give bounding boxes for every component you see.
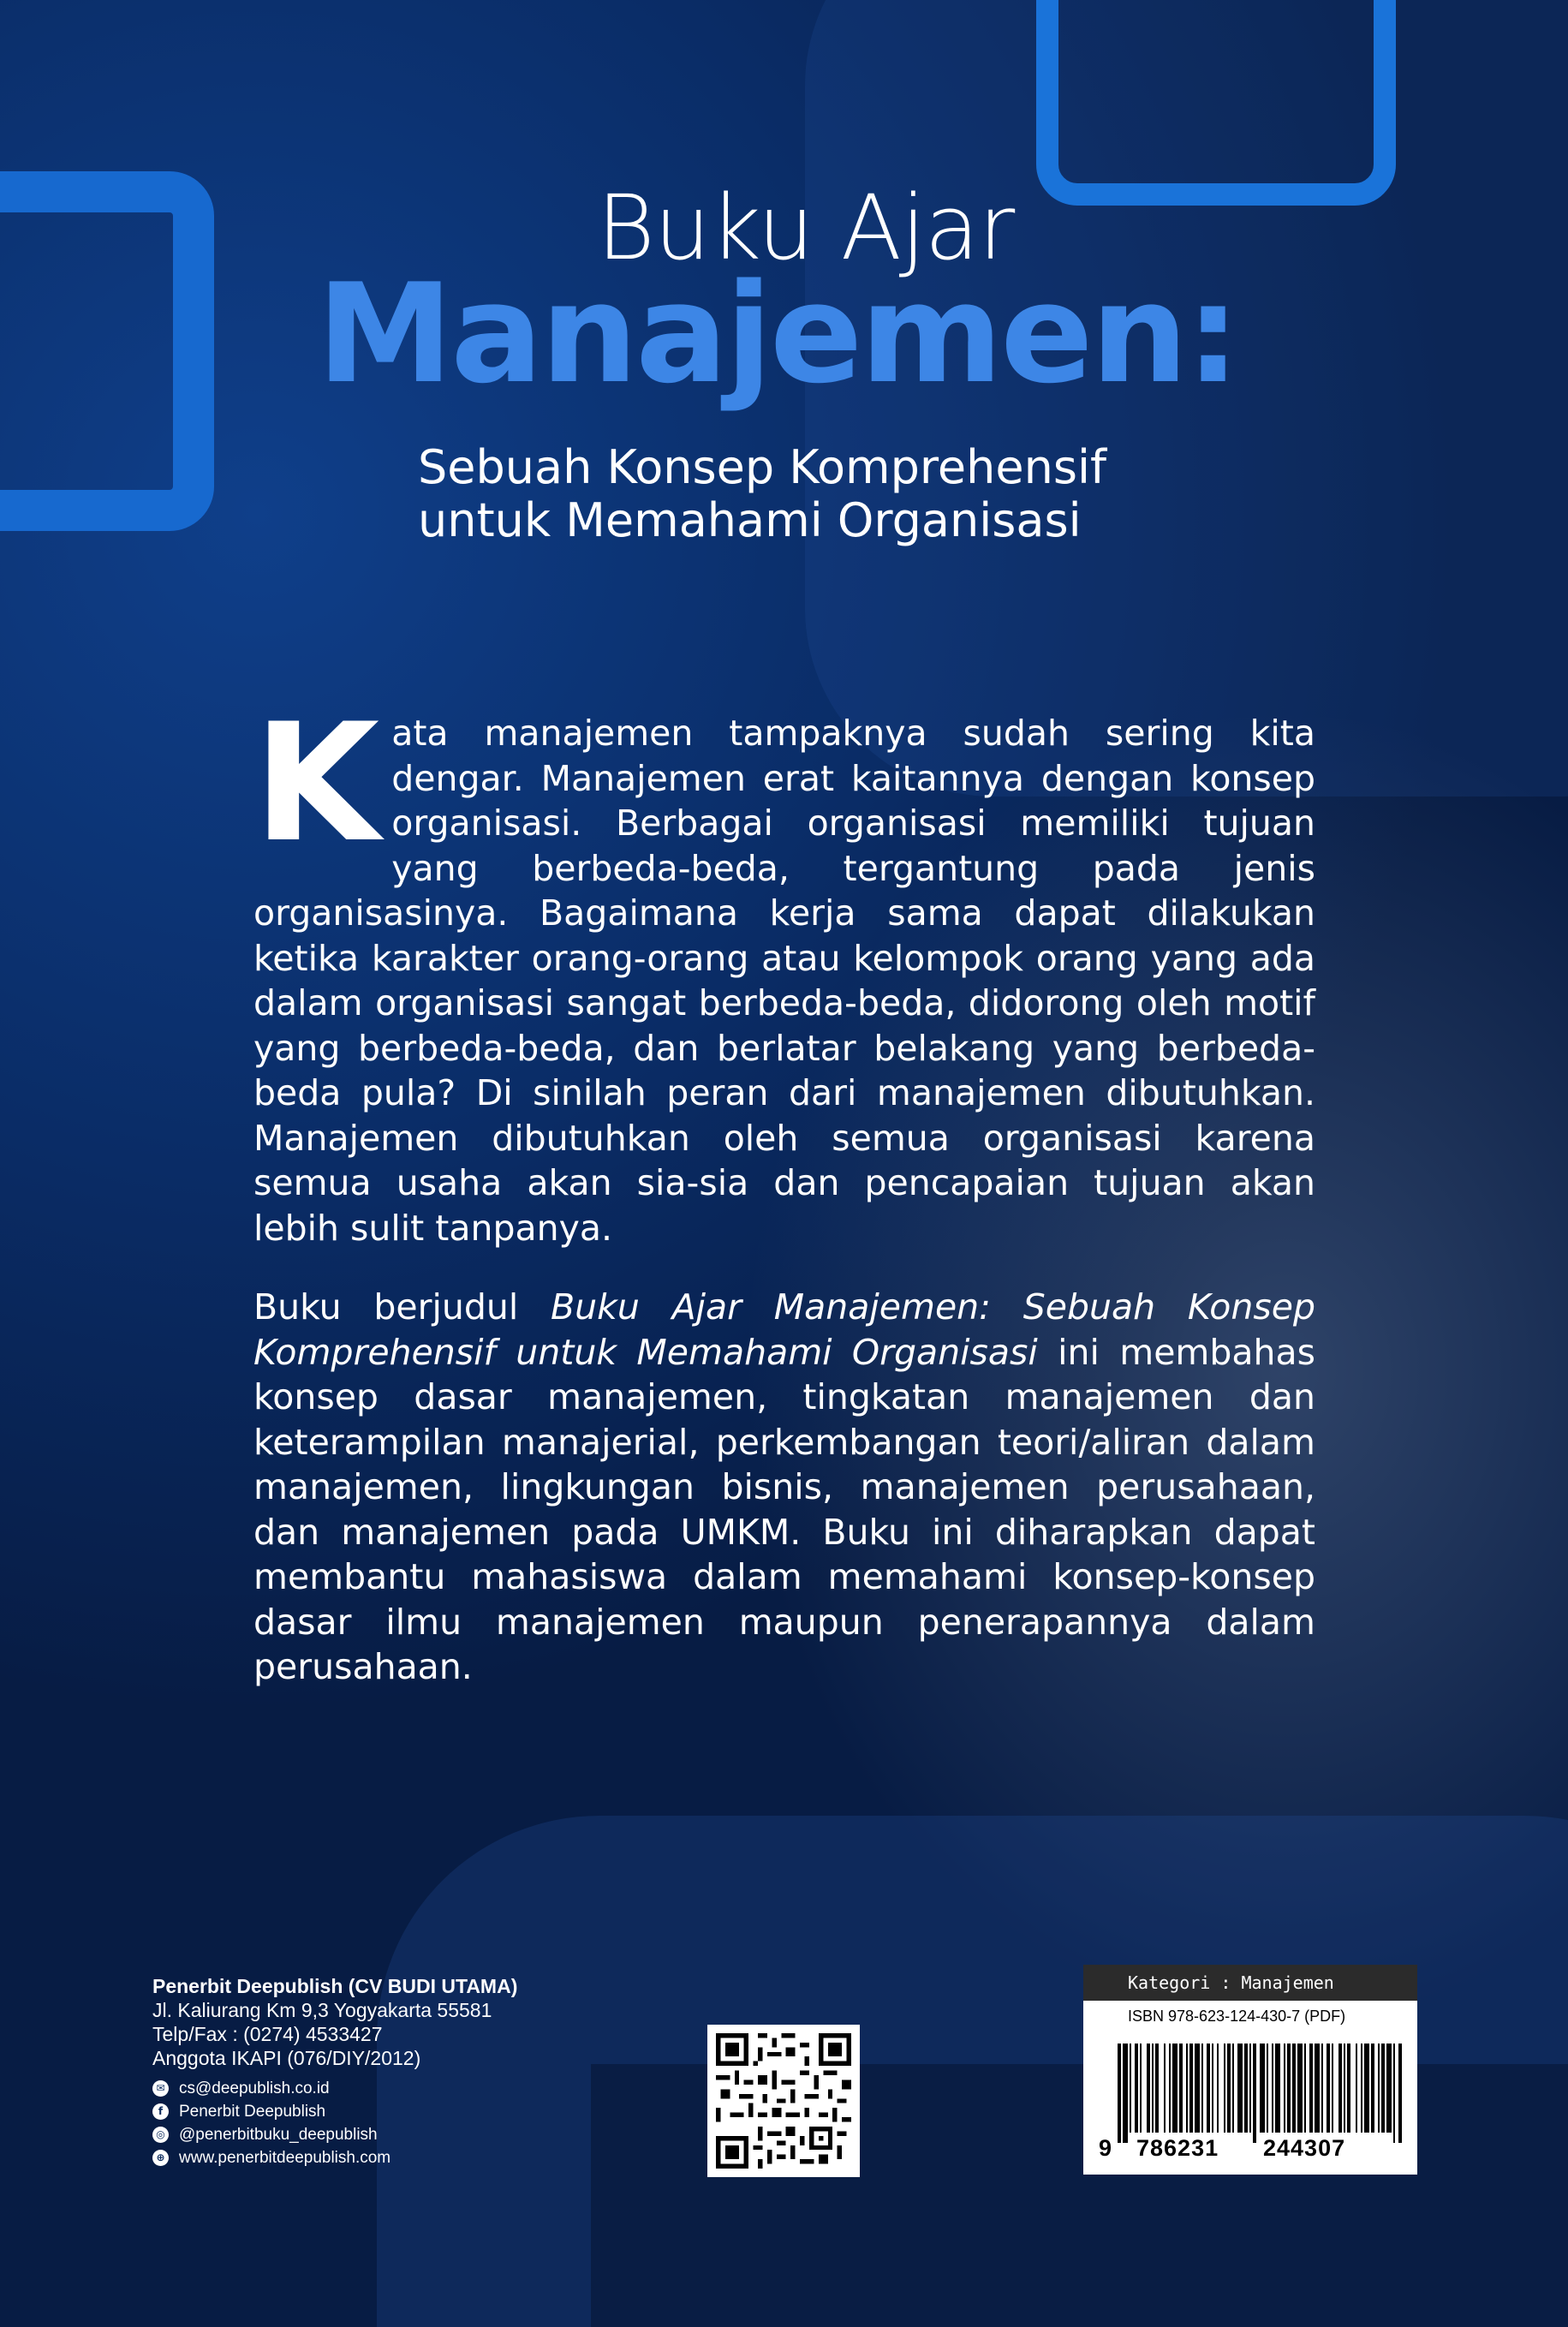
publisher-info: [152, 1974, 632, 2169]
barcode-bar: [1237, 2044, 1243, 2133]
barcode-bar: [1189, 2044, 1193, 2133]
barcode-bar: [1287, 2044, 1291, 2133]
barcode-bar: [1135, 2044, 1138, 2133]
barcode-bar: [1292, 2044, 1296, 2133]
contact-website-text: www.penerbitdeepublish.com: [179, 2149, 391, 2167]
contact-instagram-text: @penerbitbuku_deepublish: [179, 2126, 378, 2144]
barcode-bar: [1321, 2044, 1323, 2133]
barcode-bar: [1152, 2044, 1154, 2133]
qr-code-image: [716, 2033, 851, 2169]
subtitle-line: untuk Memahami Organisasi: [418, 493, 1082, 547]
publisher-phone: Telp/Fax : (0274) 4533427: [152, 2023, 383, 2045]
contact-facebook-text: Penerbit Deepublish: [179, 2103, 326, 2121]
barcode-bar: [1140, 2044, 1142, 2133]
blurb: [253, 689, 1315, 1690]
barcode-bar: [1195, 2044, 1200, 2133]
barcode-bar: [1224, 2044, 1225, 2133]
paragraph-1-text: ata manajemen tampaknya sudah sering kita dengar. Manajemen erat kaitannya dengan konsep organisasi. Berbagai organisasi memiliki tujuan yang berbeda-beda, tergantung pada jenis organisasinya. Bagaimana kerja sama dapat dilakukan ketika karakter orang-orang atau kelompok orang yang ada dalam organisasi sangat berbeda-beda, didorong oleh motif yang berbeda-beda, dan berlatar belakang yang berbeda-beda pula? Di sinilah peran dari manajemen dibutuhkan. Manajemen dibutuhkan oleh semua organisasi karena semua usaha akan sia-sia dan pencapaian tujuan akan lebih sulit tanpanya.: [253, 713, 1315, 1249]
facebook-icon: f: [152, 2103, 169, 2120]
web-icon: ⊕: [152, 2150, 169, 2166]
contact-email-text: cs@deepublish.co.id: [179, 2079, 330, 2097]
barcode-bar: [1361, 2044, 1362, 2133]
blurb-paragraph-1: [253, 689, 1315, 1250]
barcode-digits-right: 244307: [1263, 2135, 1346, 2161]
contact-email: [152, 2077, 632, 2100]
barcode-bars: [1099, 2044, 1404, 2143]
barcode-bar: [1207, 2044, 1210, 2133]
barcode-bar: [1217, 2044, 1219, 2133]
subtitle-line: Sebuah Konsep Komprehensif: [418, 440, 1106, 494]
publisher-membership: Anggota IKAPI (076/DIY/2012): [152, 2047, 421, 2069]
barcode-bar: [1130, 2044, 1131, 2133]
contact-facebook: [152, 2100, 632, 2123]
barcode-bar: [1297, 2044, 1303, 2133]
barcode-bar: [1155, 2044, 1159, 2133]
barcode-bar: [1260, 2044, 1265, 2133]
barcode-bar: [1272, 2044, 1273, 2133]
email-icon: ✉: [152, 2080, 169, 2097]
barcode-bar: [1267, 2044, 1268, 2133]
book-title-italic: Buku Ajar Manajemen: Sebuah Konsep Komprehensif untuk Memahami Organisasi: [253, 1286, 1315, 1373]
barcode-bar: [1378, 2044, 1380, 2133]
barcode-bar: [1232, 2044, 1234, 2133]
barcode-bar: [1186, 2044, 1188, 2133]
barcode-bar: [1253, 2044, 1256, 2143]
publisher-contacts: [152, 2077, 632, 2169]
barcode-bar: [1169, 2044, 1171, 2133]
barcode-bar: [1227, 2044, 1231, 2133]
barcode-bar: [1309, 2044, 1313, 2133]
barcode-bar: [1304, 2044, 1306, 2133]
barcode-bar: [1123, 2044, 1128, 2143]
category-label: Kategori : Manajemen: [1083, 1965, 1417, 2001]
book-title-small: Buku Ajar: [596, 176, 1015, 280]
barcode-bar: [1284, 2044, 1285, 2133]
barcode-bar: [1364, 2044, 1369, 2133]
contact-website: [152, 2146, 632, 2169]
barcode-bar: [1118, 2044, 1121, 2143]
drop-cap: K: [253, 689, 380, 878]
book-subtitle: [418, 441, 1189, 547]
contact-instagram: [152, 2123, 632, 2146]
barcode-bar: [1327, 2044, 1330, 2133]
barcode-bar: [1172, 2044, 1177, 2133]
barcode-bar: [1212, 2044, 1213, 2133]
barcode-bar: [1315, 2044, 1320, 2133]
barcode-bar: [1275, 2044, 1280, 2133]
barcode-bar: [1356, 2044, 1357, 2133]
barcode-bar: [1347, 2044, 1350, 2133]
publisher-address: Jl. Kaliurang Km 9,3 Yogyakarta 55581: [152, 1999, 492, 2021]
barcode-digits: [1099, 2135, 1404, 2164]
instagram-icon: ◎: [152, 2127, 169, 2143]
barcode-bar: [1338, 2044, 1342, 2133]
barcode-bar: [1244, 2044, 1248, 2133]
book-title-large: Manajemen:: [317, 254, 1238, 414]
paragraph-2-lead: Buku berjudul: [253, 1286, 551, 1328]
barcode-bar: [1147, 2044, 1150, 2133]
barcode-bar: [1344, 2044, 1345, 2133]
barcode-bar: [1371, 2044, 1374, 2133]
blurb-paragraph-2: [253, 1285, 1315, 1690]
paragraph-2-rest: ini membahas konsep dasar manajemen, tingkatan manajemen dan keterampilan manajerial, perkembangan teori/aliran dalam manajemen, lingkungan bisnis, manajemen perusahaan, dan manajemen pada UMKM. Buku ini diharapkan dapat membantu mahasiswa dalam memahami konsep-konsep dasar ilmu manajemen maupun penerapannya dalam perusahaan.: [253, 1331, 1315, 1687]
isbn-barcode-label: [1083, 1965, 1417, 2175]
isbn-text: ISBN 978-623-124-430-7 (PDF): [1128, 2008, 1346, 2025]
decorative-frame-top-right: [1036, 0, 1396, 206]
qr-code: [707, 2025, 860, 2177]
publisher-name: Penerbit Deepublish (CV BUDI UTAMA): [152, 1975, 518, 1997]
barcode-digit-first: 9: [1099, 2135, 1112, 2161]
barcode-bar: [1164, 2044, 1166, 2133]
barcode-bar: [1386, 2044, 1392, 2133]
barcode-bar: [1249, 2044, 1251, 2133]
barcode-image: [1099, 2044, 1404, 2143]
barcode-bar: [1179, 2044, 1183, 2133]
barcode-bar: [1381, 2044, 1385, 2133]
barcode-bar: [1332, 2044, 1333, 2133]
barcode-digits-left: 786231: [1136, 2135, 1219, 2161]
barcode-bar: [1393, 2044, 1395, 2143]
barcode-bar: [1398, 2044, 1402, 2143]
barcode-bar: [1201, 2044, 1203, 2133]
